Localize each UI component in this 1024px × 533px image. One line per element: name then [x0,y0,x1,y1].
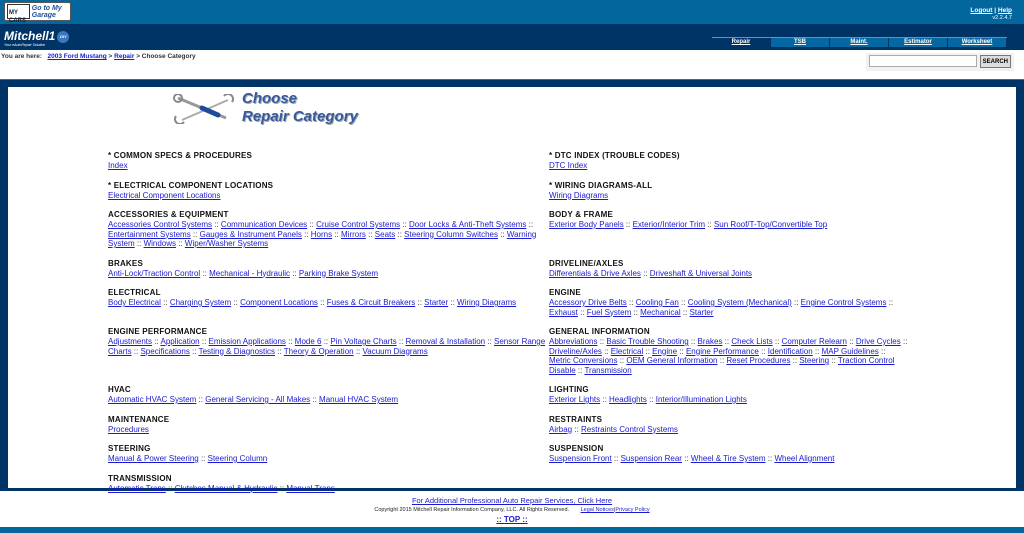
link-separator: :: [332,229,341,239]
link-separator: :: [317,298,327,307]
category-heading: LIGHTING [549,385,589,394]
breadcrumb [1,53,196,60]
subcategory-link-steering[interactable]: Steering [799,356,830,365]
subcategory-link-automatic-hvac-system[interactable]: Automatic HVAC System [108,395,197,404]
logo-tagline: Your eAutoRepair Solution [4,43,46,47]
link-separator: :: [601,346,611,356]
subcategory-link-steering-column[interactable]: Steering Column [207,454,268,463]
search-box [866,53,1014,71]
subcategory-link-engine-performance[interactable]: Engine Performance [685,346,759,356]
category-links [108,425,549,435]
subcategory-link-electrical-component-locations[interactable]: Electrical Component Locations [108,190,221,200]
category-section-electrical-component-locations [108,181,549,201]
link-separator: :: [623,220,633,229]
link-separator: :: [189,346,199,356]
link-separator: :: [165,483,175,493]
subcategory-link-wiring-diagrams[interactable]: Wiring Diagrams [549,190,609,200]
category-heading: BODY & FRAME [549,210,614,219]
link-separator: :: [626,298,636,307]
link-separator: :: [134,239,144,248]
link-separator: :: [688,337,698,346]
category-heading: DRIVELINE/AXLES [549,258,624,268]
subcategory-link-traction-control-disable[interactable]: Traction Control Disable [549,356,895,375]
category-section-maintenance [108,415,549,435]
subcategory-link-sun-roof-t-top-convertible-top[interactable]: Sun Roof/T-Top/Convertible Top [713,220,828,229]
tab-label[interactable]: Repair [731,39,751,45]
subcategory-link-fuses-circuit-breakers[interactable]: Fuses & Circuit Breakers [326,298,416,307]
subcategory-link-dtc-index[interactable]: DTC Index [549,161,588,170]
subcategory-link-pin-voltage-charts[interactable]: Pin Voltage Charts [330,337,397,346]
link-separator: :: [198,454,208,463]
link-separator: :: [572,424,582,434]
category-section-accessories-equipment [108,210,549,249]
subcategory-link-check-lists[interactable]: Check Lists [731,337,773,346]
link-separator: :: [886,298,894,307]
subcategory-link-anti-lock-traction-control[interactable]: Anti-Lock/Traction Control [108,268,201,278]
subcategory-link-exterior-lights[interactable]: Exterior Lights [549,395,601,404]
page-title-text [242,90,442,126]
link-separator: :: [160,298,170,307]
subcategory-link-specifications[interactable]: Specifications [140,346,190,356]
subcategory-link-procedures[interactable]: Procedures [108,424,149,434]
link-separator: :: [231,298,241,307]
subcategory-link-starter[interactable]: Starter [424,298,449,307]
subcategory-link-wiper-washer-systems[interactable]: Wiper/Washer Systems [184,239,269,248]
link-separator: :: [526,220,534,229]
link-separator: :: [611,454,621,463]
category-section-brakes [108,259,549,279]
link-separator: :: [310,395,320,404]
my-cars-logo: MY CARS [7,4,30,19]
link-separator: :: [900,337,908,346]
subcategory-link-mechanical[interactable]: Mechanical [640,307,681,317]
bottom-bar [0,527,1024,533]
category-links [108,298,549,308]
search-input[interactable] [869,55,977,67]
breadcrumb-prefix: You are here: [1,53,43,60]
category-links [549,454,908,464]
link-separator: :: [631,307,641,317]
subcategory-link-manual-power-steering[interactable]: Manual & Power Steering [108,454,199,463]
category-links [108,220,549,249]
subcategory-link-computer-relearn[interactable]: Computer Relearn [781,337,847,346]
subcategory-link-theory-operation[interactable]: Theory & Operation [283,346,354,356]
subcategory-link-sensor-range-charts[interactable]: Sensor Range Charts [108,337,546,356]
breadcrumb-current: Choose Category [141,53,196,60]
tab-tsb[interactable] [771,38,830,47]
category-heading: RESTRAINTS [549,414,603,424]
link-separator: :: [307,220,317,229]
tab-label[interactable]: TSB [794,39,806,45]
copyright: Copyright 2015 Mitchell Repair Information Company, LLC. All Rights Reserved. [374,507,570,513]
version: v2.2.4.7 [992,15,1012,21]
link-separator: :: [640,268,650,278]
category-grid [108,151,908,503]
category-links [108,269,549,279]
privacy-policy-link[interactable]: Privacy Policy [615,507,650,513]
subcategory-link-general-servicing-all-makes[interactable]: General Servicing - All Makes [205,395,311,404]
subcategory-link-cooling-fan[interactable]: Cooling Fan [635,298,679,307]
subcategory-link-mode-6[interactable]: Mode 6 [294,337,322,346]
subcategory-link-abbreviations[interactable]: Abbreviations [549,337,598,346]
subcategory-link-exhaust[interactable]: Exhaust [549,307,578,317]
link-separator: :: [199,337,209,346]
link-separator: :: [497,229,507,239]
link-separator: :: [600,395,610,404]
category-section-dtc-index-trouble-codes [549,151,908,171]
category-heading: TRANSMISSION [108,473,172,483]
category-section-driveline-axles [549,259,908,279]
subcategory-link-differentials-drive-axles[interactable]: Differentials & Drive Axles [549,268,641,278]
breadcrumb-sep: > [136,53,140,60]
tab-label[interactable]: Estimator [904,39,932,45]
garage-label: Go to My Garage [31,4,62,19]
subcategory-link-vacuum-diagrams[interactable]: Vacuum Diagrams [362,346,428,356]
link-separator: :: [575,365,585,375]
link-separator: :: [200,268,210,278]
subcategory-link-brakes[interactable]: Brakes [697,337,723,346]
category-links [108,191,549,201]
link-separator: :: [212,220,221,229]
category-heading: STEERING [108,444,151,453]
subcategory-link-wiring-diagrams[interactable]: Wiring Diagrams [457,298,517,307]
link-separator: :: [290,268,299,278]
link-separator: :: [677,346,686,356]
link-separator: :: [448,298,458,307]
link-separator: :: [277,483,287,493]
category-links [108,484,549,494]
link-separator: :: [722,337,732,346]
mitchell1-logo [4,29,69,47]
tab-estimator[interactable] [889,38,948,47]
link-separator: :: [190,229,200,239]
category-section-transmission [108,474,549,494]
breadcrumb-vehicle[interactable]: 2003 Ford Mustang [47,53,107,60]
link-separator: :: [353,346,363,356]
subcategory-link-airbag[interactable]: Airbag [549,424,573,434]
category-links [108,395,549,405]
legal-notices-link[interactable]: Legal Notices [580,507,614,513]
footer [0,496,1024,524]
category-section-hvac [108,385,549,405]
category-heading: ACCESSORIES & EQUIPMENT [108,210,229,219]
subcategory-link-steering-column-switches[interactable]: Steering Column Switches [404,229,498,239]
subcategory-link-entertainment-systems[interactable]: Entertainment Systems [108,229,191,239]
link-separator: :: [617,356,627,365]
link-separator: :: [131,346,141,356]
subcategory-link-engine-control-systems[interactable]: Engine Control Systems [800,298,887,307]
subcategory-link-metric-conversions[interactable]: Metric Conversions [549,356,618,365]
subcategory-link-oem-general-information[interactable]: OEM General Information [626,356,718,365]
subcategory-link-transmission[interactable]: Transmission [584,365,632,375]
subcategory-link-electrical[interactable]: Electrical [610,346,644,356]
category-heading: GENERAL INFORMATION [549,327,650,336]
link-separator: :: [846,337,856,346]
subcategory-link-driveshaft-universal-joints[interactable]: Driveshaft & Universal Joints [649,268,753,278]
link-separator: :: [681,454,691,463]
subcategory-link-mirrors[interactable]: Mirrors [341,229,366,239]
link-separator: :: [646,395,656,404]
category-section-general-information [549,327,908,375]
link-separator: :: [758,346,768,356]
category-links [108,337,549,356]
tab-label[interactable]: Worksheet [961,39,993,45]
subcategory-link-suspension-front[interactable]: Suspension Front [549,454,612,463]
link-separator: :: [176,239,185,248]
subcategory-link-parking-brake-system[interactable]: Parking Brake System [298,268,379,278]
logout-link[interactable]: Logout [970,7,993,14]
subcategory-link-headlights[interactable]: Headlights [609,395,647,404]
subcategory-link-wheel-alignment[interactable]: Wheel Alignment [774,454,835,463]
subcategory-link-suspension-rear[interactable]: Suspension Rear [620,454,682,463]
separator: | [613,507,616,513]
subcategory-link-seats[interactable]: Seats [374,229,396,239]
subcategory-link-adjustments[interactable]: Adjustments [108,337,153,346]
link-separator: :: [765,454,775,463]
category-section-restraints [549,415,908,435]
subcategory-link-manual-trans[interactable]: Manual Trans [286,483,335,493]
link-separator: :: [365,229,375,239]
category-links [108,161,549,171]
subcategory-link-body-electrical[interactable]: Body Electrical [108,298,161,307]
link-separator: :: [400,220,409,229]
category-links [549,298,908,317]
subcategory-link-emission-applications[interactable]: Emission Applications [208,337,286,346]
logo-text: Mitchell1 [4,29,56,43]
top-links [970,7,1012,21]
subcategory-link-driveline-axles[interactable]: Driveline/Axles [549,346,602,356]
tab-repair[interactable] [712,38,771,47]
subcategory-link-interior-illumination-lights[interactable]: Interior/Illumination Lights [655,395,747,404]
subcategory-link-exterior-interior-trim[interactable]: Exterior/Interior Trim [632,220,706,229]
category-heading: * COMMON SPECS & PROCEDURES [108,151,253,160]
copyright-line [0,506,1024,514]
category-section-lighting [549,385,908,405]
subcategory-link-cooling-system-mechanical[interactable]: Cooling System (Mechanical) [687,298,792,307]
title-line-2: Repair Category [242,108,358,125]
link-separator: :: [577,307,587,317]
subcategory-link-application[interactable]: Application [160,337,200,346]
subcategory-link-door-locks-anti-theft-systems[interactable]: Door Locks & Anti-Theft Systems [409,220,527,229]
tab-worksheet[interactable] [948,38,1007,47]
subcategory-link-windows[interactable]: Windows [143,239,177,248]
subcategory-link-basic-trouble-shooting[interactable]: Basic Trouble Shooting [606,337,689,346]
subcategory-link-gauges-instrument-panels[interactable]: Gauges & Instrument Panels [199,229,302,239]
category-heading: ENGINE PERFORMANCE [108,327,208,336]
subcategory-link-restraints-control-systems[interactable]: Restraints Control Systems [581,424,678,434]
subcategory-link-accessory-drive-belts[interactable]: Accessory Drive Belts [549,298,627,307]
category-links [549,191,908,201]
link-separator: :: [301,229,311,239]
link-separator: :: [321,337,331,346]
category-section-steering [108,444,549,464]
subcategory-link-removal-installation[interactable]: Removal & Installation [405,337,486,346]
breadcrumb-repair[interactable]: Repair [114,53,135,60]
category-section-engine [549,288,908,317]
back-to-top-row [0,515,1024,524]
subcategory-link-component-locations[interactable]: Component Locations [240,298,318,307]
subcategory-link-communication-devices[interactable]: Communication Devices [220,220,308,229]
category-links [108,454,549,464]
link-separator: :: [878,346,886,356]
subcategory-link-wheel-tire-system[interactable]: Wheel & Tire System [690,454,766,463]
link-separator: :: [152,337,161,346]
subcategory-link-horns[interactable]: Horns [310,229,333,239]
breadcrumb-sep: > [108,53,113,60]
category-section-body-frame [549,210,908,249]
link-separator: :: [790,356,800,365]
subcategory-link-engine[interactable]: Engine [652,346,678,356]
link-separator: :: [196,395,206,404]
link-separator: :: [717,356,727,365]
additional-services-link[interactable]: For Additional Professional Auto Repair Services, Click Here [411,496,613,505]
category-links [549,161,908,171]
nav-bar [0,24,1024,50]
link-separator: :: [275,346,284,356]
subcategory-link-accessories-control-systems[interactable]: Accessories Control Systems [108,220,213,229]
link-separator: :: [791,298,801,307]
category-links [549,425,908,435]
tab-maint[interactable] [830,38,889,47]
subcategory-link-map-guidelines[interactable]: MAP Guidelines [821,346,879,356]
category-heading: * WIRING DIAGRAMS-ALL [549,180,653,190]
subcategory-link-mechanical-hydraulic[interactable]: Mechanical - Hydraulic [209,268,290,278]
category-section-wiring-diagrams-all [549,181,908,201]
category-heading: * DTC INDEX (TROUBLE CODES) [549,151,680,160]
diy-badge: DIY [57,31,69,43]
go-to-my-garage-button[interactable] [4,2,71,24]
subcategory-link-clutches-manual-hydraulic[interactable]: Clutches Manual & Hydraulic [174,483,278,493]
link-separator: :: [395,229,405,239]
subcategory-link-automatic-trans[interactable]: Automatic Trans [108,483,166,493]
subcategory-link-drive-cycles[interactable]: Drive Cycles [855,337,901,346]
subcategory-link-manual-hvac-system[interactable]: Manual HVAC System [319,395,399,404]
category-heading: MAINTENANCE [108,414,170,424]
category-heading: * ELECTRICAL COMPONENT LOCATIONS [108,180,274,190]
subcategory-link-identification[interactable]: Identification [767,346,813,356]
category-links [549,337,908,375]
category-heading: BRAKES [108,258,143,268]
subcategory-link-starter[interactable]: Starter [689,307,714,317]
category-section-suspension [549,444,908,464]
category-links [549,220,908,230]
link-separator: :: [643,346,653,356]
empty-cell [549,474,908,494]
category-links [549,269,908,279]
search-button[interactable]: SEARCH [980,55,1011,68]
tab-bar [712,37,1007,47]
top-bar [0,0,1024,24]
subcategory-link-reset-procedures[interactable]: Reset Procedures [726,356,791,365]
subcategory-link-fuel-system[interactable]: Fuel System [586,307,632,317]
link-separator: :: [396,337,406,346]
category-section-electrical [108,288,549,317]
subcategory-link-warning-system[interactable]: Warning System [108,229,537,248]
back-to-top-link[interactable]: :: TOP :: [496,515,528,524]
subcategory-link-index[interactable]: Index [108,161,128,170]
link-separator: :: [705,220,714,229]
link-separator: :: [285,337,295,346]
tab-label[interactable]: Maint. [850,39,868,45]
subcategory-link-exterior-body-panels[interactable]: Exterior Body Panels [549,220,624,229]
subcategory-link-testing-diagnostics[interactable]: Testing & Diagnostics [198,346,276,356]
category-section-engine-performance [108,327,549,375]
link-separator: :: [597,337,607,346]
link-separator: :: [680,307,690,317]
link-separator: :: [415,298,425,307]
subcategory-link-charging-system[interactable]: Charging System [169,298,232,307]
subcategory-link-cruise-control-systems[interactable]: Cruise Control Systems [316,220,401,229]
category-links [549,395,908,405]
link-separator: :: [678,298,688,307]
help-link[interactable]: Help [997,7,1012,14]
link-separator: :: [485,337,494,346]
category-heading: SUSPENSION [549,444,604,453]
category-heading: HVAC [108,385,131,394]
category-heading: ELECTRICAL [108,288,161,297]
category-section-common-specs-procedures [108,151,549,171]
link-separator: :: [772,337,782,346]
wrench-screwdriver-icon [172,94,236,124]
title-line-1: Choose [242,90,298,107]
separator: | [994,7,997,14]
link-separator: :: [829,356,838,365]
category-heading: ENGINE [549,288,581,297]
link-separator: :: [812,346,822,356]
